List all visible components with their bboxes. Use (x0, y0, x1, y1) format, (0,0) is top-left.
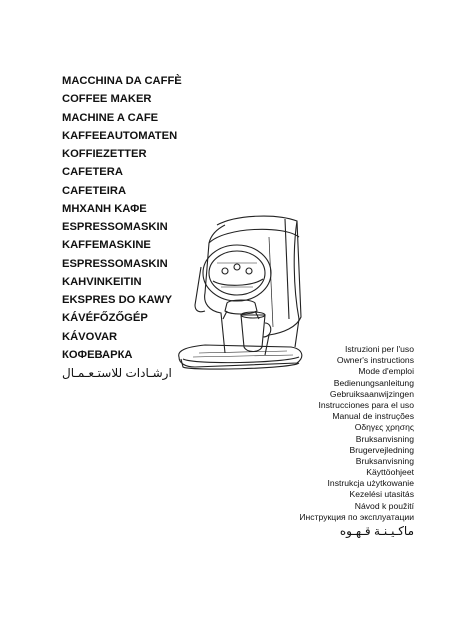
manual-italian: Istruzioni per l'uso (345, 344, 414, 354)
title-finnish: KAHVINKEITIN (62, 275, 142, 288)
manual-czech: Návod k použití (354, 500, 414, 511)
title-polish: EKSPRES DO KAWY (62, 294, 173, 306)
title-spanish: CAFETERA (62, 166, 123, 179)
manual-spanish: Instrucciones para el uso (318, 399, 414, 410)
title-arabic: ارشـادات للاستـعـمـال (62, 366, 172, 380)
manual-russian: Инструкция по эксплуатации (299, 511, 414, 522)
manual-portuguese: Manual de instruções (332, 411, 414, 422)
instruction-title-list (214, 344, 414, 539)
manual-hungarian: Kezelési utasitás (349, 489, 414, 500)
title-russian: КОФЕВАРКА (62, 348, 133, 361)
title-greek: ΜΗΧΑΝΗ ΚΑΦΕ (62, 202, 147, 215)
title-italian: MACCHINA DA CAFFÈ (62, 75, 182, 87)
manual-french: Mode d'emploi (358, 366, 414, 377)
manual-polish: Instrukcja użytkowanie (327, 478, 414, 489)
title-dutch: KOFFIEZETTER (62, 148, 147, 160)
manual-english: Owner's instructions (336, 355, 414, 366)
manual-danish: Brugervejledning (349, 444, 414, 455)
manual-german: Bedienungsanleitung (333, 377, 414, 388)
manual-swedish: Bruksanvisning (355, 433, 414, 444)
title-hungarian: KÁVÉFŐZŐGÉP (62, 312, 148, 325)
manual-finnish: Käyttöohjeet (366, 467, 414, 478)
title-danish: KAFFEMASKINE (62, 239, 151, 252)
manual-arabic: ماكـيـنـة قـهـوه (339, 524, 414, 538)
title-swedish: ESPRESSOMASKIN (62, 221, 168, 233)
title-norwegian: ESPRESSOMASKIN (62, 257, 168, 270)
title-portuguese: CAFETEIRA (62, 184, 127, 197)
title-english: COFFEE MAKER (62, 93, 152, 106)
title-czech: KÁVOVAR (62, 330, 118, 343)
title-german: KAFFEEAUTOMATEN (62, 129, 178, 142)
title-french: MACHINE A CAFE (62, 111, 159, 124)
manual-dutch: Gebruiksaanwijzingen (329, 388, 414, 399)
manual-norwegian: Bruksanvisning (355, 455, 414, 466)
manual-greek: Οδηγες χρησης (354, 422, 414, 433)
